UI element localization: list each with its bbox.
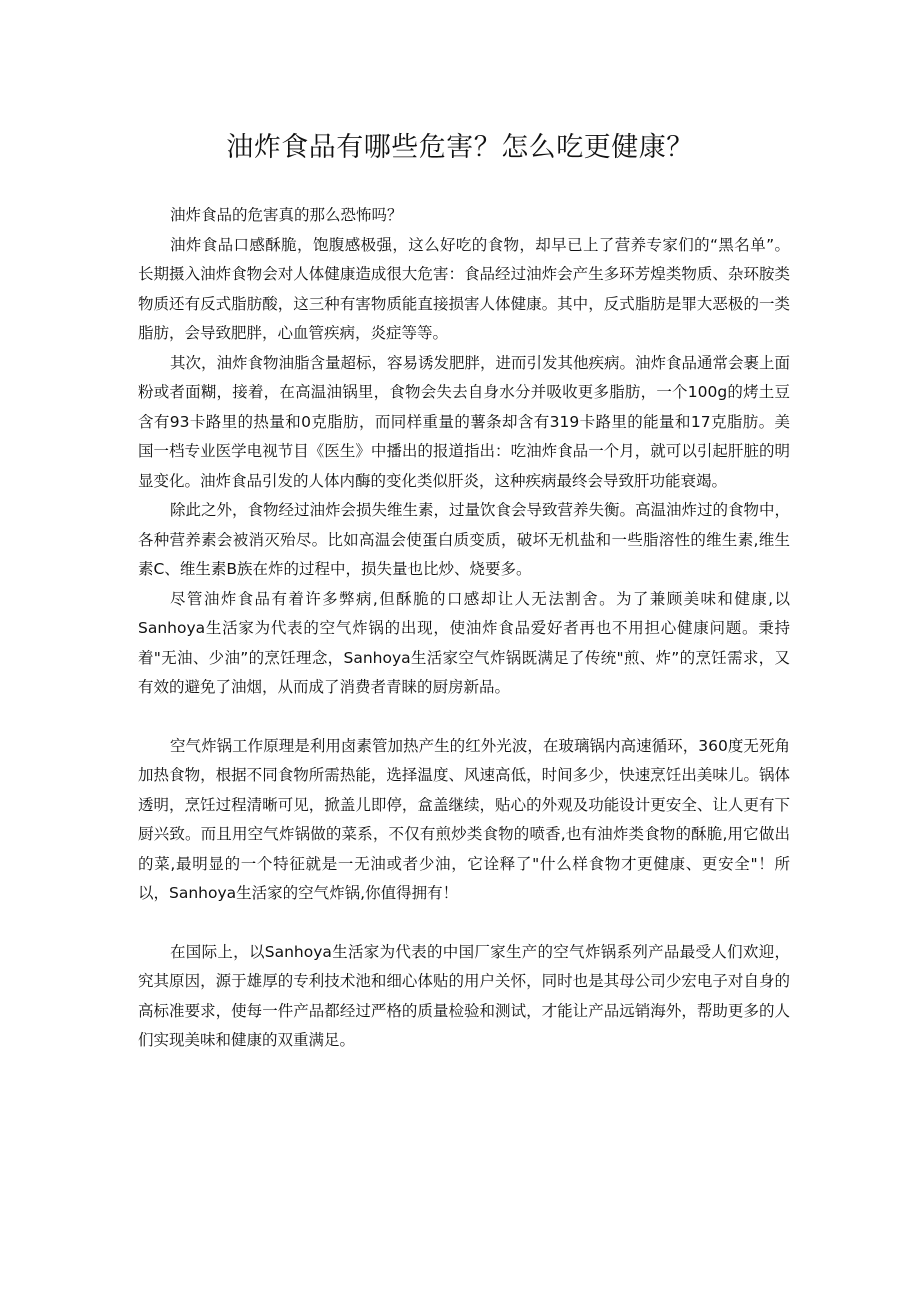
paragraph-international: 在国际上，以Sanhoya生活家为代表的中国厂家生产的空气炸锅系列产品最受人们欢迎，究其原因，源于雄厚的专利技术池和细心体贴的用户关怀，同时也是其母公司少宏电子对自身的高标准要求，使每一件产品都经过严格的质量检验和测试，才能让产品远销海外，帮助更多的人们实现美味和健康的双重满足。 <box>138 942 790 1049</box>
paragraph-vitamin-loss: 除此之外，食物经过油炸会损失维生素，过量饮食会导致营养失衡。高温油炸过的食物中，各种营养素会被消灭殆尽。比如高温会使蛋白质变质，破坏无机盐和一些脂溶性的维生素,维生素C、维生素B族在炸的过程中，损失量也比炒、烧要多。 <box>138 501 791 578</box>
document-title: 油炸食品有哪些危害？怎么吃更健康？ <box>226 132 694 163</box>
paragraph-harmful-substances: 油炸食品口感酥脆，饱腹感极强，这么好吃的食物，却早已上了营养专家们的“黑名单”。长期摄入油炸食物会对人体健康造成很大危害：食品经过油炸会产生多环芳煌类物质、杂环胺类物质还有反式脂肪酸，这三种有害物质能直接损害人体健康。其中，反式脂肪是罪大恶极的一类脂肪，会导致肥胖，心血管疾病，炎症等等。 <box>138 235 790 342</box>
paragraph-air-fryer-principle: 空气炸锅工作原理是利用卤素管加热产生的红外光波，在玻璃锅内高速循环，360度无死角加热食物，根据不同食物所需热能，选择温度、风速高低，时间多少，快速烹饪出美味儿。锅体透明，烹饪过程清晰可见，掀盖儿即停，盒盖继续，贴心的外观及功能设计更安全、让人更有下厨兴致。而且用空气炸锅做的菜系，不仅有煎炒类食物的喷香,也有油炸类食物的酥脆,用它做出的菜,最明显的一个特征就是一无油或者少油，它诠释了"什么样食物才更健康、更安全"！所以，Sanhoya生活家的空气炸锅,你值得拥有！ <box>138 736 790 902</box>
paragraph-obesity-risk: 其次，油炸食物油脂含量超标，容易诱发肥胖，进而引发其他疾病。油炸食品通常会裹上面粉或者面糊，接着，在高温油锅里，食物会失去自身水分并吸收更多脂肪，一个100g的烤土豆含有93卡路里的热量和0克脂肪，而同样重量的薯条却含有319卡路里的能量和17克脂肪。美国一档专业医学电视节目《医生》中播出的报道指出：吃油炸食品一个月，就可以引起肝脏的明显变化。油炸食品引发的人体内酶的变化类似肝炎，这种疾病最终会导致肝功能衰竭。 <box>138 353 791 490</box>
document-body <box>138 201 790 1056</box>
paragraph-air-fryer-intro: 尽管油炸食品有着许多弊病,但酥脆的口感却让人无法割舍。为了兼顾美味和健康,以Sanhoya生活家为代表的空气炸锅的出现，使油炸食品爱好者再也不用担心健康问题。秉持着"无油、少油”的烹饪理念，Sanhoya生活家空气炸锅既满足了传统"煎、炸”的烹饪需求，又有效的避免了油烟，从而成了消费者青睐的厨房新品。 <box>138 589 790 696</box>
paragraph-intro-question: 油炸食品的危害真的那么恐怖吗？ <box>170 206 403 224</box>
